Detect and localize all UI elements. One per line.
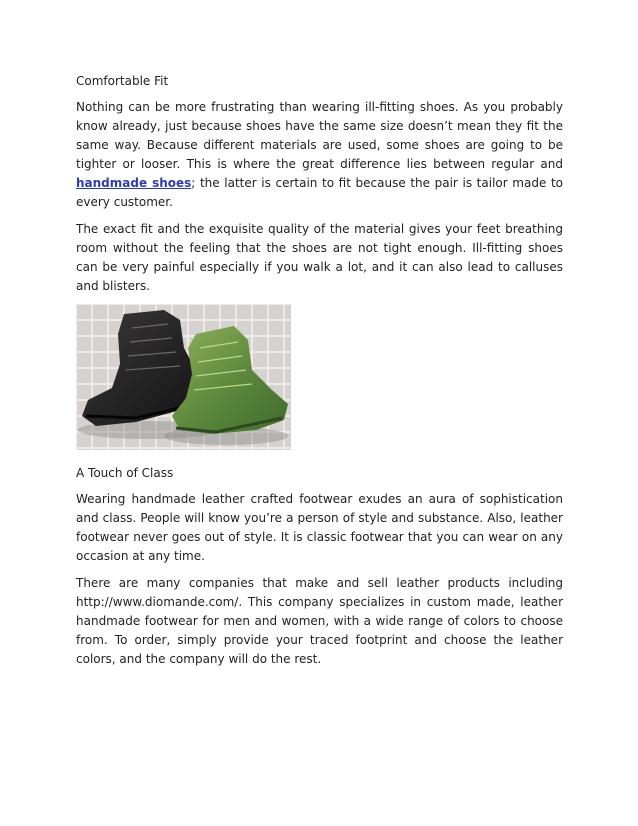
- boots-photo: [76, 304, 291, 450]
- paragraph-text: ; the latter is certain to fit because the pair is tailor made to every customer.: [76, 176, 563, 209]
- document-body: [76, 72, 563, 677]
- paragraph-class-1: Wearing handmade leather crafted footwear exudes an aura of sophistication and class. People will know you’re a person of style and substance. Also, leather footwear never goes out of style. It is classic footwear that you can wear on any occasion at any time.: [76, 492, 563, 563]
- paragraph-fit-2: The exact fit and the exquisite quality of the material gives your feet breathing room without the feeling that the shoes are not tight enough. Ill-fitting shoes can be very painful especially if you walk a lot, and it can also lead to calluses and blisters.: [76, 222, 563, 293]
- section-heading-touch-of-class: A Touch of Class: [76, 466, 174, 480]
- paragraph-fit-1: [76, 98, 563, 212]
- paragraph-text: Nothing can be more frustrating than wearing ill-fitting shoes. As you probably know already, just because shoes have the same size doesn’t mean they fit the same way. Because different materials are used, some shoes are going to be tighter or looser. This is where the great difference lies between regular and: [76, 100, 563, 171]
- section-heading-comfortable-fit: Comfortable Fit: [76, 74, 169, 88]
- paragraph-class-2: There are many companies that make and sell leather products including http://www.diomande.com/. This company specializes in custom made, leather handmade footwear for men and women, with a wide range of colors to choose from. To order, simply provide your traced footprint and choose the leather colors, and the company will do the rest.: [76, 576, 563, 666]
- handmade-shoes-link[interactable]: handmade shoes: [76, 176, 192, 190]
